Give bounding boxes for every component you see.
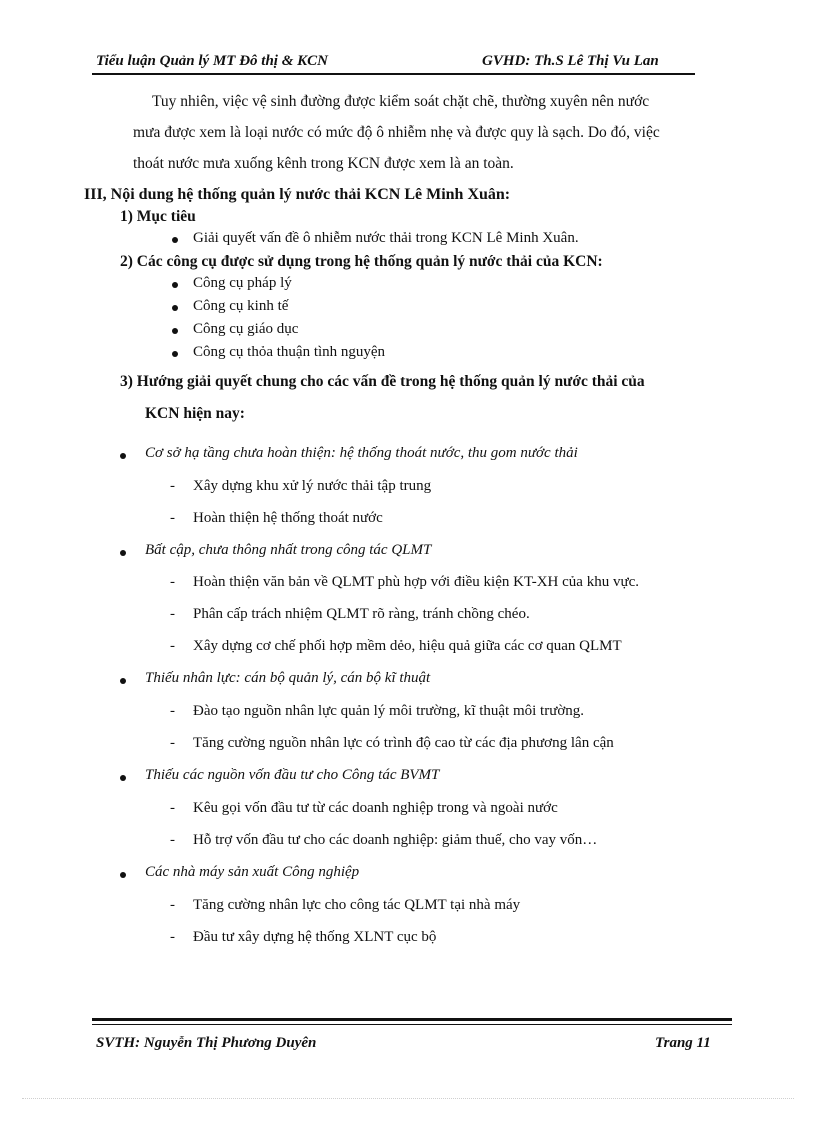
group-2-item-2: Phân cấp trách nhiệm QLMT rõ ràng, tránh chồng chéo. [193, 606, 530, 622]
group-2-heading: Bất cập, chưa thông nhất trong công tác QLMT [145, 542, 432, 558]
bullet-icon [172, 282, 178, 288]
bullet-icon [172, 237, 178, 243]
item-2-bullet-4: Công cụ thỏa thuận tình nguyện [193, 344, 386, 360]
bullet-icon [120, 678, 126, 684]
dash-icon: - [170, 897, 175, 913]
dash-icon: - [170, 478, 175, 494]
intro-line-1: Tuy nhiên, việc vệ sinh đường được kiểm soát chặt chẽ, thường xuyên nên nước [152, 93, 650, 110]
dash-icon: - [170, 574, 175, 590]
header-right: GVHD: Th.S Lê Thị Vu Lan [482, 53, 659, 69]
item-2-title: 2) Các công cụ được sử dụng trong hệ thống quản lý nước thải của KCN: [120, 253, 603, 270]
group-1-item-1: Xây dựng khu xử lý nước thải tập trung [193, 478, 432, 494]
item-1-title: 1) Mục tiêu [120, 208, 196, 225]
dash-icon: - [170, 832, 175, 848]
group-5-heading: Các nhà máy sản xuất Công nghiệp [145, 864, 360, 880]
group-5-item-1: Tăng cường nhân lực cho công tác QLMT tại nhà máy [193, 897, 521, 913]
group-2-item-1: Hoàn thiện văn bản về QLMT phù hợp với điều kiện KT-XH của khu vực. [193, 574, 639, 590]
bullet-icon [120, 453, 126, 459]
header-left: Tiểu luận Quản lý MT Đô thị & KCN [96, 53, 328, 69]
group-2-item-3: Xây dựng cơ chế phối hợp mềm dẻo, hiệu quả giữa các cơ quan QLMT [193, 638, 622, 654]
group-4-item-1: Kêu gọi vốn đầu tư từ các doanh nghiệp trong và ngoài nước [193, 800, 558, 816]
bullet-icon [120, 872, 126, 878]
page-bottom-divider [22, 1098, 794, 1099]
bullet-icon [120, 550, 126, 556]
footer-rule-thick [92, 1018, 732, 1021]
bullet-icon [120, 775, 126, 781]
bullet-icon [172, 328, 178, 334]
dash-icon: - [170, 929, 175, 945]
intro-line-3: thoát nước mưa xuống kênh trong KCN được xem là an toàn. [133, 155, 514, 172]
group-3-heading: Thiếu nhân lực: cán bộ quản lý, cán bộ kĩ thuật [145, 670, 431, 686]
dash-icon: - [170, 800, 175, 816]
item-2-bullet-3: Công cụ giáo dục [193, 321, 299, 337]
item-2-bullet-2: Công cụ kinh tế [193, 298, 289, 314]
intro-line-2: mưa được xem là loại nước có mức độ ô nhiễm nhẹ và được quy là sạch. Do đó, việc [133, 124, 660, 141]
group-4-item-2: Hỗ trợ vốn đầu tư cho các doanh nghiệp: giảm thuế, cho vay vốn… [193, 832, 598, 848]
bullet-icon [172, 351, 178, 357]
group-5-item-2: Đầu tư xây dựng hệ thống XLNT cục bộ [193, 929, 437, 945]
dash-icon: - [170, 510, 175, 526]
footer-rule-thin [92, 1024, 732, 1025]
item-3-title-line-2: KCN hiện nay: [145, 405, 245, 422]
bullet-icon [172, 305, 178, 311]
dash-icon: - [170, 703, 175, 719]
item-1-bullet-1: Giải quyết vấn đề ô nhiễm nước thải trong KCN Lê Minh Xuân. [193, 230, 579, 246]
header-rule [92, 73, 695, 75]
section-title: III, Nội dung hệ thống quản lý nước thải KCN Lê Minh Xuân: [84, 186, 511, 203]
item-3-title-line-1: 3) Hướng giải quyết chung cho các vấn đề trong hệ thống quản lý nước thải của [120, 373, 645, 390]
item-2-bullet-1: Công cụ pháp lý [193, 275, 292, 291]
footer-left: SVTH: Nguyễn Thị Phương Duyên [96, 1035, 317, 1051]
group-1-item-2: Hoàn thiện hệ thống thoát nước [193, 510, 383, 526]
dash-icon: - [170, 606, 175, 622]
dash-icon: - [170, 638, 175, 654]
group-1-heading: Cơ sở hạ tầng chưa hoàn thiện: hệ thống thoát nước, thu gom nước thải [145, 445, 578, 461]
group-3-item-1: Đào tạo nguồn nhân lực quản lý môi trường, kĩ thuật môi trường. [193, 703, 585, 719]
group-4-heading: Thiếu các nguồn vốn đầu tư cho Công tác BVMT [145, 767, 440, 783]
dash-icon: - [170, 735, 175, 751]
group-3-item-2: Tăng cường nguồn nhân lực có trình độ cao từ các địa phương lân cận [193, 735, 614, 751]
footer-right: Trang 11 [655, 1035, 711, 1051]
